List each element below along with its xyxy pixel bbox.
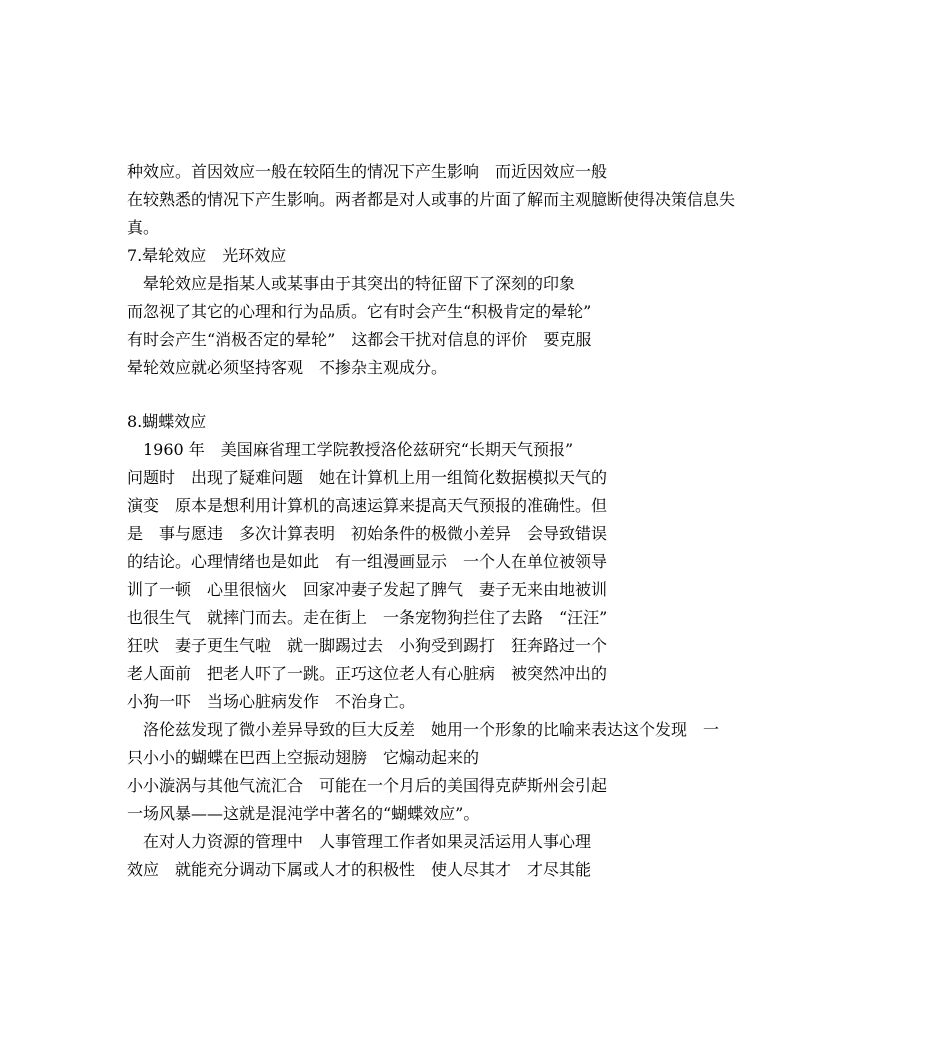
text-line: 是 事与愿违 多次计算表明 初始条件的极微小差异 会导致错误 (127, 524, 608, 543)
text-line: 晕轮效应是指某人或某事由于其突出的特征留下了深刻的印象 (127, 274, 576, 293)
text-line: 真。 (127, 218, 160, 237)
text-line: 训了一顿 心里很恼火 回家冲妻子发起了脾气 妻子无来由地被训 (127, 580, 608, 599)
text-line: 的结论。心理情绪也是如此 有一组漫画显示 一个人在单位被领导 (127, 552, 608, 571)
text-line: 只小小的蝴蝶在巴西上空振动翅膀 它煽动起来的 (127, 748, 480, 767)
text-line: 也很生气 就摔门而去。走在街上 一条宠物狗拦住了去路 “汪汪” (127, 608, 608, 627)
text-line: 狂吠 妻子更生气啦 就一脚踢过去 小狗受到踢打 狂奔路过一个 (127, 636, 608, 655)
text-line: 小狗一吓 当场心脏病发作 不治身亡。 (127, 692, 416, 711)
text-line: 在较熟悉的情况下产生影响。两者都是对人或事的片面了解而主观臆断使得决策信息失 (127, 190, 736, 209)
section-heading-butterfly-effect: 8.蝴蝶效应 (127, 412, 207, 431)
text-line: 老人面前 把老人吓了一跳。正巧这位老人有心脏病 被突然冲出的 (127, 664, 608, 683)
text-line: 而忽视了其它的心理和行为品质。它有时会产生“积极肯定的晕轮” (127, 302, 592, 321)
blank-line (127, 382, 832, 408)
text-line: 小小漩涡与其他气流汇合 可能在一个月后的美国得克萨斯州会引起 (127, 776, 608, 795)
text-line: 在对人力资源的管理中 人事管理工作者如果灵活运用人事心理 (127, 832, 592, 851)
text-line: 晕轮效应就必须坚持客观 不掺杂主观成分。 (127, 358, 448, 377)
text-line: 1960 年 美国麻省理工学院教授洛伦兹研究“长期天气预报” (127, 440, 574, 459)
section-heading-halo-effect: 7.晕轮效应 光环效应 (127, 246, 287, 265)
document-text-body (127, 158, 832, 884)
text-line: 效应 就能充分调动下属或人才的积极性 使人尽其才 才尽其能 (127, 860, 592, 879)
text-line: 种效应。首因效应一般在较陌生的情况下产生影响 而近因效应一般 (127, 162, 608, 181)
text-line: 洛伦兹发现了微小差异导致的巨大反差 她用一个形象的比喻来表达这个发现 一 (127, 720, 720, 739)
text-line: 问题时 出现了疑难问题 她在计算机上用一组简化数据模拟天气的 (127, 468, 608, 487)
text-line: 演变 原本是想利用计算机的高速运算来提高天气预报的准确性。但 (127, 496, 608, 515)
text-line: 一场风暴——这就是混沌学中著名的“蝴蝶效应”。 (127, 804, 480, 823)
text-line: 有时会产生“消极否定的晕轮” 这都会干扰对信息的评价 要克服 (127, 330, 592, 349)
